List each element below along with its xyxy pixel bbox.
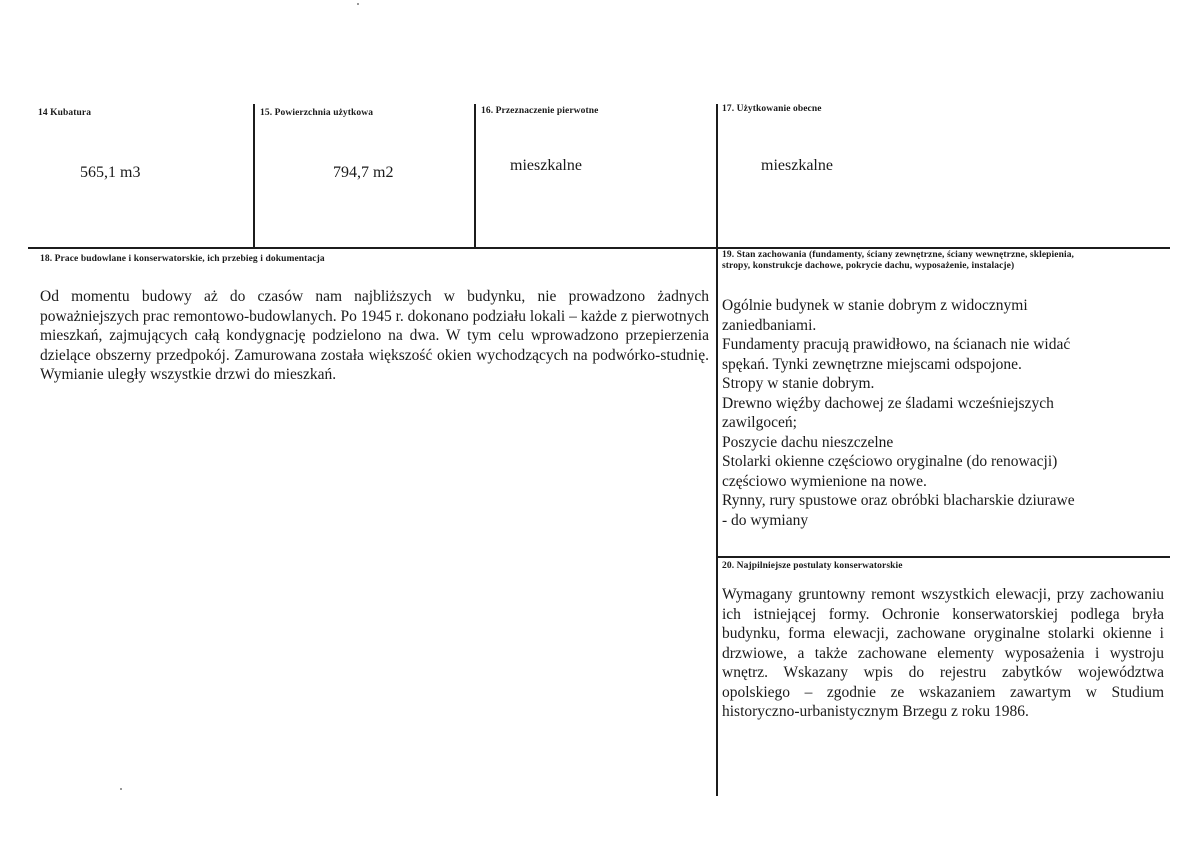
stan-line: spękań. Tynki zewnętrzne miejscami odspojone. <box>722 355 1022 373</box>
uzytkowanie-value: mieszkalne <box>761 157 833 174</box>
stan-line: - do wymiany <box>722 511 809 529</box>
stan-line: Stropy w stanie dobrym. <box>722 375 875 392</box>
stan-line: Poszycie dachu nieszczelne <box>722 433 894 451</box>
divider-v-col3 <box>716 104 718 796</box>
stan-line: Rynny, rury spustowe oraz obróbki blacharskie dziurawe <box>722 492 1075 509</box>
scan-speck <box>120 788 122 790</box>
divider-h-top-row <box>28 247 1170 249</box>
stan-line: Drewno więźby dachowej ze śladami wcześniejszych <box>722 394 1054 412</box>
prace-label: 18. Prace budowlane i konserwatorskie, ich przebieg i dokumentacja <box>40 254 325 264</box>
kubatura-value: 565,1 m3 <box>80 164 141 181</box>
prace-text: Od momentu budowy aż do czasów nam najbliższych w budynku, nie prowadzono żadnych poważniejszych prac remontowo-budowlanych. Po 1945 r. dokonano podziału lokali – każde z pierwotnych mieszkań, zajmujących całą kondygnację podzielono na dwa. W tym celu wprowadzono przepierzenia dzielące obszerny przedpokój. Zamurowana została większość okien wychodzących na podwórko-studnię. Wymianie uległy wszystkie drzwi do mieszkań. <box>40 288 709 383</box>
divider-h-postulaty <box>716 556 1170 558</box>
divider-v-col2 <box>474 104 476 248</box>
postulaty-text: Wymagany gruntowny remont wszystkich elewacji, przy zachowaniu ich istniejącej formy. Ochronie konserwatorskiej podlega bryła budynku, forma elewacji, zachowane oryginalne stolarki okienne i drzwiowe, a także zachowane elementy wyposażenia i wystroju wnętrz. Wskazany wpis do rejestru zabytków województwa opolskiego – zgodnie ze wskazaniem zawartym w Studium historyczno-urbanistycznym Brzegu z roku 1986. <box>722 586 1164 720</box>
uzytkowanie-label: 17. Użytkowanie obecne <box>722 104 822 114</box>
stan-line: zaniedbaniami. <box>722 316 817 334</box>
powierzchnia-label: 15. Powierzchnia użytkowa <box>260 108 374 118</box>
przeznaczenie-value: mieszkalne <box>510 157 582 174</box>
stan-label-line2: stropy, konstrukcje dachowe, pokrycie dachu, wyposażenie, instalacje) <box>722 261 1015 271</box>
stan-line: Ogólnie budynek w stanie dobrym z widocznymi <box>722 297 1028 314</box>
stan-text <box>722 296 1075 530</box>
stan-label <box>722 250 1162 272</box>
postulaty-label: 20. Najpilniejsze postulaty konserwatorskie <box>722 561 903 571</box>
stan-label-line1: 19. Stan zachowania (fundamenty, ściany zewnętrzne, ściany wewnętrzne, sklepienia, <box>722 250 1075 260</box>
stan-line: Fundamenty pracują prawidłowo, na ścianach nie widać <box>722 336 1071 353</box>
stan-line: zawilgoceń; <box>722 414 797 431</box>
stan-line: częściowo wymienione na nowe. <box>722 472 927 490</box>
powierzchnia-value: 794,7 m2 <box>333 164 394 181</box>
scan-speck <box>357 3 359 5</box>
stan-line: Stolarki okienne częściowo oryginalne (do renowacji) <box>722 453 1058 470</box>
kubatura-label: 14 Kubatura <box>38 108 92 118</box>
przeznaczenie-label: 16. Przeznaczenie pierwotne <box>481 106 599 116</box>
divider-v-col1 <box>253 104 255 248</box>
